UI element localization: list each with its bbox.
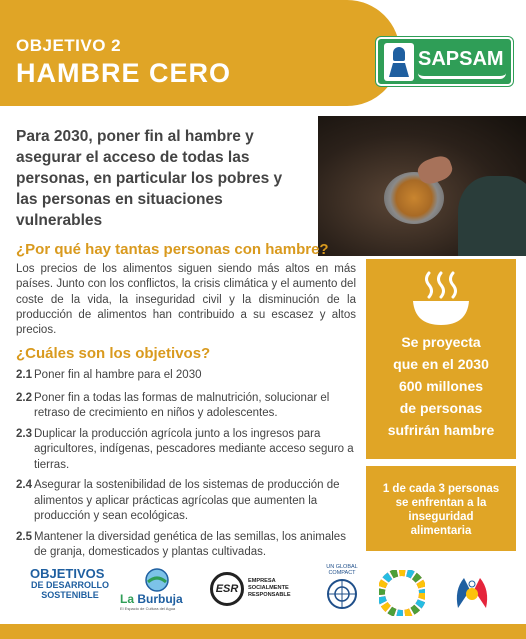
insecurity-panel: [366, 466, 516, 551]
item-number: 2.4: [16, 479, 32, 491]
list-item: [16, 391, 358, 422]
esr-mark: ESR: [210, 572, 244, 606]
wave-icon: [418, 73, 506, 79]
burbuja-name-a: La: [120, 592, 138, 606]
globe-icon: [142, 568, 172, 592]
list-item: [16, 368, 358, 384]
item-text: Poner fin a todas las formas de malnutrición, solucionar el retraso de crecimiento en niños y adolescentes.: [34, 391, 330, 419]
esr-line: SOCIALMENTE: [248, 585, 289, 591]
stat-line: inseguridad: [408, 511, 474, 523]
burbuja-name: [120, 592, 200, 606]
item-text: Mantener la diversidad genética de las semillas, los animales de granja, domesticados y plantas cultivadas.: [34, 530, 346, 558]
item-text: Poner fin al hambre para el 2030: [34, 369, 202, 381]
child-eating-photo: [318, 116, 526, 256]
section-body-why: Los precios de los alimentos siguen siendo más altos en más países. Junto con los conflictos, la crisis climática y el aumento del coste de la vida, la inseguridad civil y la disminución de la producción de alimentos han contribuido a su escasez y altos precios.: [16, 263, 356, 337]
footer-bar: [0, 624, 526, 639]
partner-logos: [0, 564, 526, 624]
item-number: 2.3: [16, 427, 32, 440]
stat-line: que en el 2030: [393, 356, 489, 372]
un-global-compact-logo: [318, 564, 366, 612]
burbuja-subtitle: El Espacio de Cultura del Agua: [120, 606, 176, 611]
objectives-list: [16, 368, 358, 561]
intro-text: Para 2030, poner fin al hambre y asegurar el acceso de todas las personas, en particular los pobres y las personas en situaciones vulnerables: [16, 128, 283, 229]
insecurity-stat: [366, 482, 516, 538]
burbuja-name-b: Burbuja: [137, 592, 183, 606]
item-text: Asegurar la sostenibilidad de los sistemas de producción de alimentos y aplicar prácticas agrícolas que aumenten la producción y sean ecológicas.: [34, 479, 340, 522]
page-title: HAMBRE CERO: [16, 58, 232, 88]
ungc-text: UN GLOBAL COMPACT: [326, 564, 358, 576]
esr-line: RESPONSABLE: [248, 592, 291, 598]
esr-text: [248, 578, 308, 599]
bowl-shape: [413, 301, 469, 325]
child-figure: [458, 176, 526, 256]
esr-line: EMPRESA: [248, 578, 276, 584]
water-tower-icon: [384, 43, 414, 81]
section-heading-why: ¿Por qué hay tantas personas con hambre?: [16, 241, 329, 258]
header-banner: [0, 0, 400, 106]
stat-line: sufrirán hambre: [387, 422, 495, 438]
ods-logo: [30, 568, 110, 600]
list-item: [16, 478, 358, 525]
item-number: 2.2: [16, 391, 32, 404]
steam-line: [439, 273, 444, 297]
ods-line: DE DESARROLLO: [30, 580, 109, 590]
stat-line: se enfrentan a la: [395, 497, 487, 509]
stat-line: de personas: [399, 400, 483, 416]
bowl-icon: [409, 269, 473, 329]
ods-line: SOSTENIBLE: [41, 590, 99, 600]
steam-line: [451, 273, 456, 297]
hands-icon: [450, 568, 494, 614]
stat-line: Se proyecta: [401, 334, 481, 350]
item-number: 2.5: [16, 530, 32, 543]
esr-logo: [210, 568, 310, 612]
la-burbuja-logo: [120, 568, 200, 611]
projection-panel: [366, 259, 516, 459]
list-item: [16, 530, 358, 561]
stat-line: 600 millones: [398, 378, 484, 394]
logo-name: SAPSAM: [418, 48, 504, 70]
stat-line: 1 de cada 3 personas: [382, 483, 500, 495]
sapsam-logo: [376, 37, 513, 86]
item-number: 2.1: [16, 369, 32, 381]
projection-stat: [366, 331, 516, 441]
un-emblem-icon: [318, 576, 366, 612]
ods-line: OBJETIVOS: [30, 566, 105, 581]
list-item: [16, 427, 358, 474]
steam-line: [427, 273, 432, 297]
stat-line: alimentaria: [410, 525, 472, 537]
section-heading-objectives: ¿Cuáles son los objetivos?: [16, 345, 211, 362]
sdg-wheel-icon: [379, 570, 425, 616]
objective-label: OBJETIVO 2: [16, 36, 122, 55]
item-text: Duplicar la producción agrícola junto a los ingresos para agricultores, indígenas, pescadores mediante acceso seguro a tierras.: [34, 427, 354, 471]
